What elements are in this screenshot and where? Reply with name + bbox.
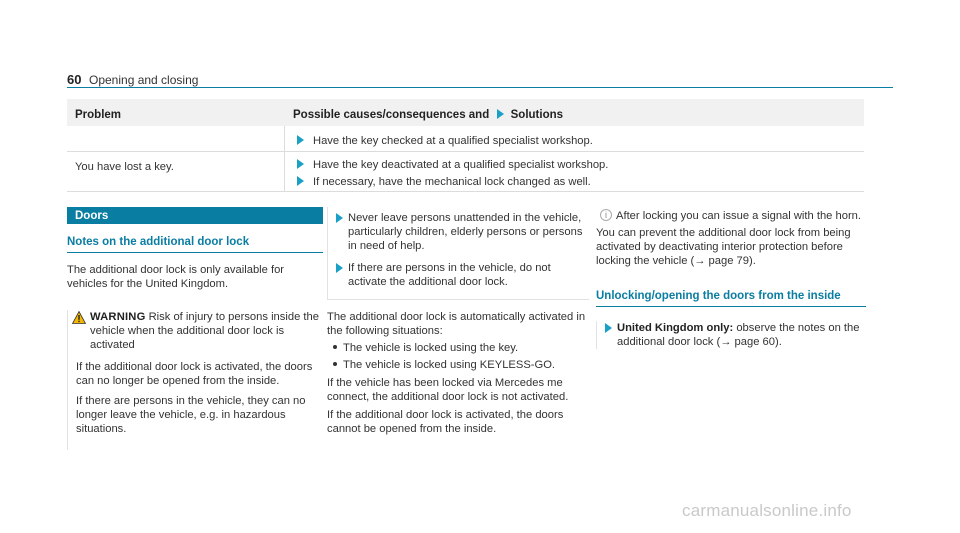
section-title: Doors [67, 207, 323, 224]
watermark: carmanualsonline.info [682, 501, 852, 520]
paragraph: You can prevent the additional door lock from being activated by deactivating interior protection before locking the vehicle (→ page 79). [596, 227, 851, 267]
warning-paragraph: If there are persons in the vehicle, they can no longer leave the vehicle, e.g. in hazardous situations. [76, 395, 306, 436]
paragraph: If the additional door lock is activated, the doors cannot be opened from the inside. [327, 409, 564, 435]
warning-body [68, 360, 323, 436]
arrow-right-icon [336, 263, 343, 273]
bullet-item: The vehicle is locked using the key. [327, 341, 591, 355]
arrow-right-icon [497, 109, 504, 119]
table-cell-problem: You have lost a key. [67, 152, 285, 191]
warning-triangle-icon [72, 311, 86, 324]
instruction-step: United Kingdom only: observe the notes on the additional door lock (→ page 60). [596, 321, 866, 349]
paragraph: The additional door lock is automatically activated in the following situations: [327, 311, 586, 337]
table-cell-problem [67, 126, 285, 151]
column-header-problem: Problem [75, 109, 122, 121]
warning-paragraph: If the additional door lock is activated, the doors can no longer be opened from the inside. [76, 361, 313, 388]
problem-table [67, 99, 864, 192]
arrow-right-icon [605, 323, 612, 333]
warning-text: Risk of injury to persons inside the vehicle when the additional door lock is activated [90, 311, 319, 352]
table-row: You have lost a key. Have the key deactivated at a qualified specialist workshop. If necessary, have the mechanical lock changed as well. [67, 152, 864, 192]
table-header [67, 99, 864, 126]
subheading-unlocking: Unlocking/opening the doors from the inside [596, 289, 866, 307]
info-note: i After locking you can issue a signal with the horn. [596, 209, 866, 223]
column-right [596, 207, 866, 349]
info-icon: i [600, 209, 612, 221]
uk-label: United Kingdom only: [617, 322, 734, 335]
bullet-item: The vehicle is locked using KEYLESS-GO. [327, 358, 591, 372]
arrow-right-icon [297, 135, 304, 145]
warning-steps [327, 207, 589, 300]
warning-label: WARNING [90, 311, 146, 324]
page-number: 60 [67, 72, 82, 87]
warning-box [67, 310, 323, 450]
arrow-right-icon [336, 213, 343, 223]
chapter-title: Opening and closing [89, 73, 199, 87]
warning-title [68, 310, 323, 352]
paragraph: If the vehicle has been locked via Mercedes me connect, the additional door lock is not activated. [327, 377, 569, 403]
arrow-right-icon [297, 176, 304, 186]
instruction-step: Never leave persons unattended in the vehicle, particularly children, elderly persons or persons in need of help. [328, 211, 589, 253]
column-middle [327, 207, 591, 436]
table-row: Have the key checked at a qualified specialist workshop. [67, 126, 864, 152]
subheading-additional-lock: Notes on the additional door lock [67, 235, 323, 253]
arrow-right-icon [297, 159, 304, 169]
column-header-solutions: Possible causes/consequences and Solutions [293, 109, 564, 121]
column-doors [67, 207, 323, 450]
header-rule [67, 87, 893, 88]
instruction-step: If there are persons in the vehicle, do not activate the additional door lock. [328, 261, 589, 289]
intro-paragraph: The additional door lock is only available for vehicles for the United Kingdom. [67, 264, 285, 291]
